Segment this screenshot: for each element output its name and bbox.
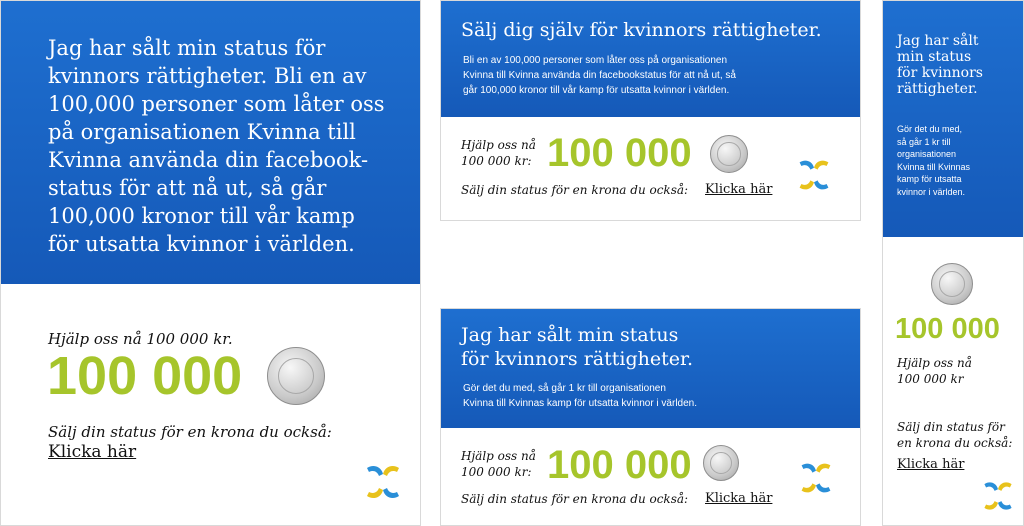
kvinna-till-kvinna-logo-icon [798, 460, 834, 496]
coin-icon [267, 347, 325, 405]
ad-top-middle-sell-text: Sälj din status för en krona du också: [461, 183, 689, 197]
ad-bottom-middle-help-text: Hjälp oss nå 100 000 kr: [461, 449, 536, 479]
ad-bottom-middle-band [441, 309, 860, 428]
ad-large-help-text: Hjälp oss nå 100 000 kr. [48, 330, 233, 348]
ad-skyscraper-band [883, 1, 1023, 237]
coin-icon [931, 263, 973, 305]
coin-icon [703, 445, 739, 481]
ad-large-band [1, 1, 420, 284]
kvinna-till-kvinna-logo-icon [981, 479, 1015, 513]
ad-large-sell-text: Sälj din status för en krona du också: [48, 423, 332, 441]
ad-bottom-middle-goal-number: 100 000 [547, 443, 692, 487]
ad-large-goal-number: 100 000 [47, 346, 243, 406]
ad-large [0, 0, 421, 526]
kvinna-till-kvinna-logo-icon [363, 462, 403, 502]
ad-skyscraper-headline: Jag har sålt min status för kvinnors rättigheter. [897, 33, 983, 97]
ad-bottom-middle-click-link[interactable]: Klicka här [705, 491, 773, 506]
ad-top-middle-goal-number: 100 000 [547, 131, 692, 175]
ad-skyscraper-body: Gör det du med, så går 1 kr till organisationen Kvinna till Kvinnas kamp för utsatta kvinnor i världen. [897, 124, 971, 197]
ad-top-middle [440, 0, 861, 221]
ad-top-middle-body: Bli en av 100,000 personer som låter oss på organisationen Kvinna till Kvinna använda din facebookstatus för att nå ut, så går 100,000 kronor till vår kamp för utsatta kvinnor i världen. [463, 55, 736, 96]
ad-bottom-middle-headline: Jag har sålt min status för kvinnors rättigheter. [461, 324, 694, 370]
ad-top-middle-headline: Sälj dig själv för kvinnors rättigheter. [461, 19, 822, 41]
coin-icon [710, 135, 748, 173]
ad-large-headline: Jag har sålt min status för kvinnors rättigheter. Bli en av 100,000 personer som låter oss på organisationen Kvinna till Kvinna använda din facebook- status för att nå ut, så går 100,000 kronor till vår kamp för utsatta kvinnor i världen. [48, 36, 385, 256]
kvinna-till-kvinna-logo-icon [796, 157, 832, 193]
ad-top-middle-click-link[interactable]: Klicka här [705, 182, 773, 197]
ad-skyscraper [882, 0, 1024, 526]
ad-large-click-link[interactable]: Klicka här [48, 442, 137, 462]
ad-bottom-middle [440, 308, 861, 526]
ad-top-middle-help-text: Hjälp oss nå 100 000 kr: [461, 138, 536, 168]
ad-bottom-middle-sell-text: Sälj din status för en krona du också: [461, 492, 689, 506]
ad-skyscraper-sell-text: Sälj din status för en krona du också: [897, 420, 1013, 450]
ad-skyscraper-help-text: Hjälp oss nå 100 000 kr [897, 356, 972, 386]
ad-bottom-middle-body: Gör det du med, så går 1 kr till organisationen Kvinna till Kvinnas kamp för utsatta kvinnor i världen. [463, 383, 697, 409]
ad-skyscraper-goal-number: 100 000 [895, 313, 1000, 345]
ad-top-middle-band [441, 1, 860, 117]
ad-skyscraper-click-link[interactable]: Klicka här [897, 457, 965, 472]
